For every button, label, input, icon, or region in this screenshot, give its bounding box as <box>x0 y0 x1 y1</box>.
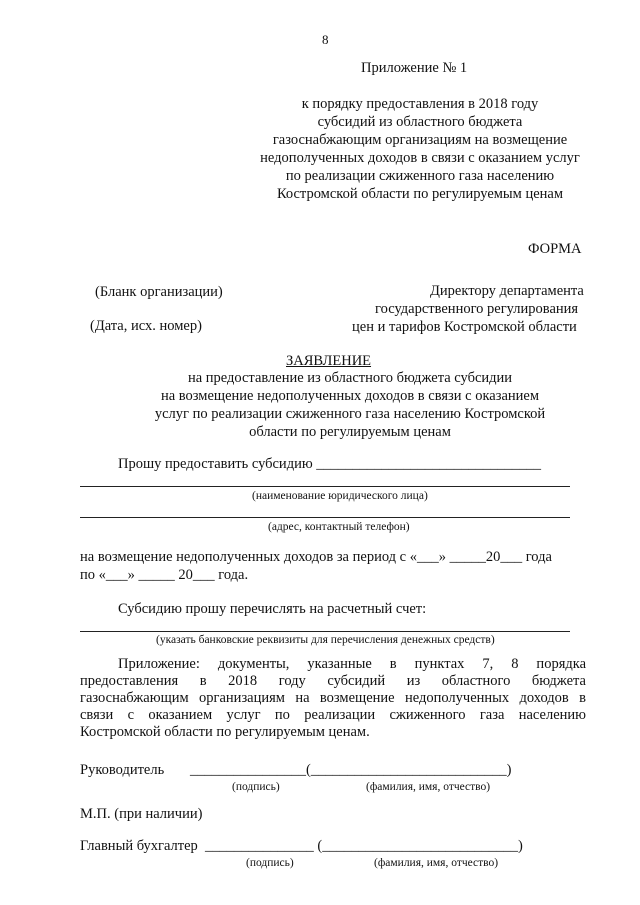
addressee-line: Директору департамента <box>430 283 584 299</box>
head-signature-caption: (подпись) <box>232 781 280 793</box>
accountant-signature-line: _______________ (___________________________) <box>205 838 523 854</box>
stamp-label: М.П. (при наличии) <box>80 806 203 822</box>
head-signature-line: ________________(___________________________) <box>190 762 512 778</box>
head-name-caption: (фамилия, имя, отчество) <box>366 781 491 793</box>
period-line-2: по «___» _____ 20___ года. <box>80 567 249 583</box>
addressee-line: цен и тарифов Костромской области <box>352 319 577 335</box>
statement-line: на возмещение недополученных доходов в связи с оказанием <box>160 388 540 404</box>
date-outgoing-number: (Дата, исх. номер) <box>90 318 202 334</box>
appendix-title: Приложение № 1 <box>361 60 468 76</box>
request-line: Прошу предоставить субсидию _______________________________ <box>118 456 542 472</box>
address-phone-line <box>80 517 570 518</box>
bank-details-line <box>80 631 570 632</box>
attachment-line: связи с оказанием услуг по реализации сжиженного газа населению <box>80 707 586 723</box>
attachment-line: газоснабжающим организациям на возмещение недополученных доходов в <box>80 690 586 706</box>
statement-line: на предоставление из областного бюджета субсидии <box>187 370 513 386</box>
organization-letterhead: (Бланк организации) <box>95 284 223 300</box>
page-number: 8 <box>322 32 329 47</box>
appendix-line: газоснабжающим организациям на возмещение <box>272 132 568 148</box>
head-label: Руководитель <box>80 762 165 778</box>
statement-line: области по регулируемым ценам <box>249 424 451 440</box>
account-line: Субсидию прошу перечислять на расчетный счет: <box>118 601 427 617</box>
statement-title: ЗАЯВЛЕНИЕ <box>286 353 372 369</box>
appendix-line: по реализации сжиженного газа населению <box>285 168 555 184</box>
appendix-line: к порядку предоставления в 2018 году <box>301 96 539 112</box>
address-phone-caption: (адрес, контактный телефон) <box>268 521 410 533</box>
appendix-line: Костромской области по регулируемым ценам <box>276 186 564 202</box>
accountant-label: Главный бухгалтер <box>80 838 198 854</box>
appendix-line: субсидий из областного бюджета <box>317 114 523 130</box>
statement-line: услуг по реализации сжиженного газа населению Костромской <box>154 406 546 422</box>
period-line-1: на возмещение недополученных доходов за период с «___» _____20___ года <box>80 549 552 565</box>
bank-details-caption: (указать банковские реквизиты для перечисления денежных средств) <box>156 634 495 646</box>
attachment-line: Приложение: документы, указанные в пунктах 7, 8 порядка <box>118 656 586 672</box>
attachment-line: предоставления в 2018 году субсидий из областного бюджета <box>80 673 586 689</box>
legal-entity-name-line <box>80 486 570 487</box>
legal-entity-name-caption: (наименование юридического лица) <box>252 490 428 502</box>
accountant-name-caption: (фамилия, имя, отчество) <box>374 857 499 869</box>
attachment-line: Костромской области по регулируемым ценам. <box>80 724 370 740</box>
addressee-line: государственного регулирования <box>375 301 579 317</box>
appendix-line: недополученных доходов в связи с оказанием услуг <box>260 150 580 166</box>
form-label: ФОРМА <box>528 241 582 257</box>
accountant-signature-caption: (подпись) <box>246 857 294 869</box>
